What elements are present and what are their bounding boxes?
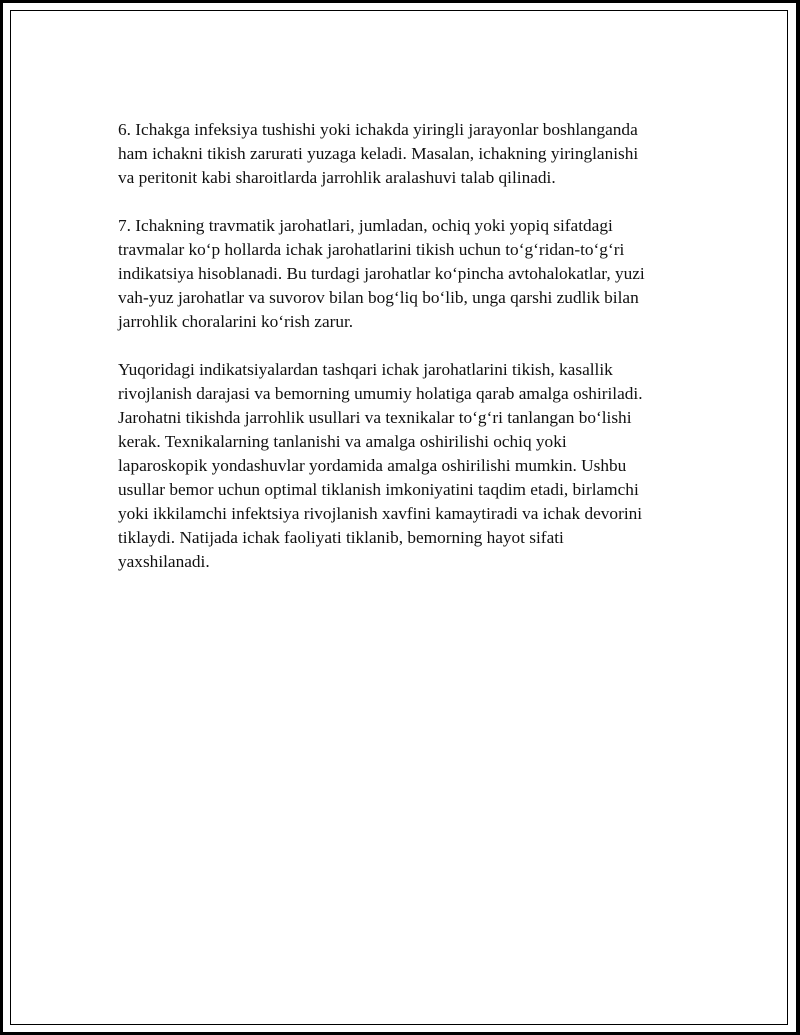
paragraph-line: 7. Ichakning travmatik jarohatlari, jumladan, ochiq yoki yopiq sifatdagi [118, 216, 613, 235]
paragraph-line: yoki ikkilamchi infektsiya rivojlanish xavfini kamaytiradi va ichak devorini [118, 504, 643, 523]
paragraph-6 [118, 118, 684, 190]
paragraph-7 [118, 214, 684, 334]
paragraph-line: travmalar ko‘p hollarda ichak jarohatlarini tikish uchun to‘g‘ridan-to‘g‘ri [118, 240, 625, 259]
paragraph-line: jarrohlik choralarini ko‘rish zarur. [118, 312, 354, 331]
document-body [118, 118, 684, 598]
paragraph-line: Yuqoridagi indikatsiyalardan tashqari ichak jarohatlarini tikish, kasallik [118, 360, 613, 379]
paragraph-line: va peritonit kabi sharoitlarda jarrohlik aralashuvi talab qilinadi. [118, 168, 556, 187]
paragraph-line: laparoskopik yondashuvlar yordamida amalga oshirilishi mumkin. Ushbu [118, 456, 627, 475]
paragraph-line: tiklaydi. Natijada ichak faoliyati tiklanib, bemorning hayot sifati [118, 528, 564, 547]
paragraph-line: ham ichakni tikish zarurati yuzaga keladi. Masalan, ichakning yiringlanishi [118, 144, 639, 163]
paragraph-line: 6. Ichakga infeksiya tushishi yoki ichakda yiringli jarayonlar boshlanganda [118, 120, 638, 139]
paragraph-line: usullar bemor uchun optimal tiklanish imkoniyatini taqdim etadi, birlamchi [118, 480, 639, 499]
paragraph-summary [118, 358, 684, 574]
paragraph-line: kerak. Texnikalarning tanlanishi va amalga oshirilishi ochiq yoki [118, 432, 567, 451]
paragraph-line: vah-yuz jarohatlar va suvorov bilan bog‘liq bo‘lib, unga qarshi zudlik bilan [118, 288, 639, 307]
paragraph-line: yaxshilanadi. [118, 552, 210, 571]
paragraph-line: Jarohatni tikishda jarrohlik usullari va texnikalar to‘g‘ri tanlangan bo‘lishi [118, 408, 632, 427]
paragraph-line: indikatsiya hisoblanadi. Bu turdagi jarohatlar ko‘pincha avtohalokatlar, yuzi [118, 264, 645, 283]
paragraph-line: rivojlanish darajasi va bemorning umumiy holatiga qarab amalga oshiriladi. [118, 384, 643, 403]
